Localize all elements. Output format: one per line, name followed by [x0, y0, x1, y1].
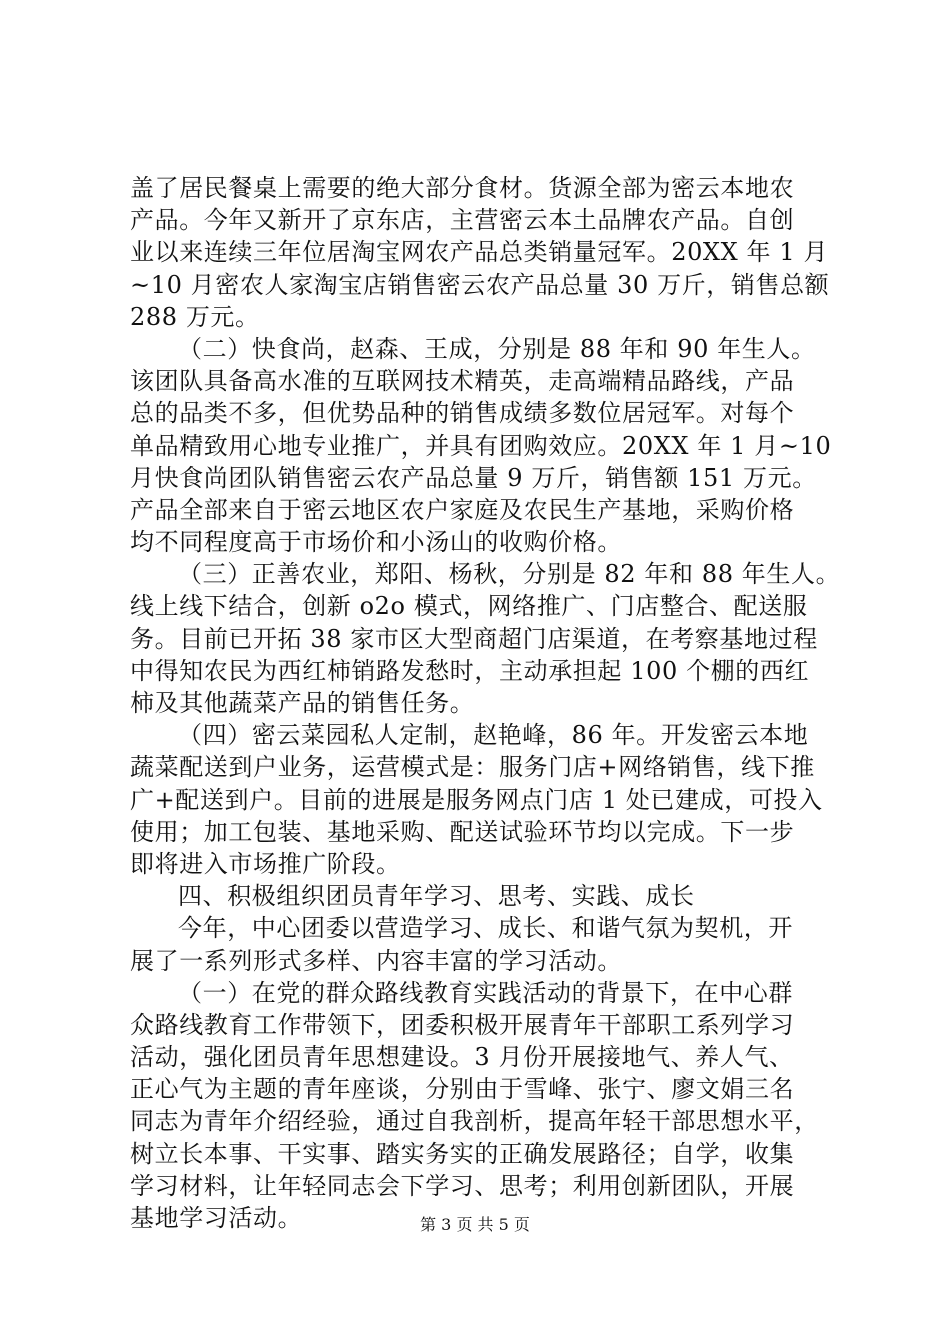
text-line: 盖了居民餐桌上需要的绝大部分食材。货源全部为密云本地农 — [130, 174, 795, 202]
text-line: 正心气为主题的青年座谈，分别由于雪峰、张宁、廖文娟三名 — [130, 1075, 795, 1104]
text-line: 展了一系列形式多样、内容丰富的学习活动。 — [130, 946, 622, 975]
text-line: 该团队具备高水准的互联网技术精英，走高端精品路线，产品 — [130, 367, 795, 396]
text-line: 业以来连续三年位居淘宝网农产品总类销量冠军。20XX 年 1 月 — [130, 238, 829, 267]
text-line: 即将进入市场推广阶段。 — [130, 849, 401, 878]
page-number-footer: 第 3 页 共 5 页 — [420, 1215, 530, 1234]
text-line: 月快食尚团队销售密云农产品总量 9 万斤，销售额 151 万元。 — [130, 463, 817, 492]
text-line: 线上线下结合，创新 o2o 模式，网络推广、门店整合、配送服 — [130, 592, 808, 621]
text-line: 中得知农民为西红柿销路发愁时，主动承担起 100 个棚的西红 — [130, 656, 810, 685]
section-heading: 四、积极组织团员青年学习、思考、实践、成长 — [178, 882, 695, 911]
text-line: 树立长本事、干实事、踏实务实的正确发展路径；自学，收集 — [130, 1139, 795, 1168]
text-line: 基地学习活动。 — [130, 1204, 303, 1232]
text-line: 广+配送到户。目前的进展是服务网点门店 1 处已建成，可投入 — [130, 785, 823, 814]
text-line: 产品。今年又新开了京东店，主营密云本土品牌农产品。自创 — [130, 206, 795, 235]
text-line: ~10 月密农人家淘宝店销售密云农产品总量 30 万斤，销售总额 — [130, 270, 830, 299]
text-line: 产品全部来自于密云地区农户家庭及农民生产基地，采购价格 — [130, 495, 795, 524]
paragraph-start: （三）正善农业，郑阳、杨秋，分别是 82 年和 88 年生人。 — [178, 560, 841, 589]
text-line: 288 万元。 — [130, 302, 260, 331]
text-line: 活动，强化团员青年思想建设。3 月份开展接地气、养人气、 — [130, 1043, 794, 1072]
paragraph-start: 今年，中心团委以营造学习、成长、和谐气氛为契机，开 — [178, 914, 793, 943]
text-line: 学习材料，让年轻同志会下学习、思考；利用创新团队，开展 — [130, 1171, 795, 1200]
paragraph-start: （二）快食尚，赵森、王成，分别是 88 年和 90 年生人。 — [178, 334, 816, 363]
text-line: 同志为青年介绍经验，通过自我剖析，提高年轻干部思想水平， — [130, 1107, 819, 1136]
text-line: 务。目前已开拓 38 家市区大型商超门店渠道，在考察基地过程 — [130, 624, 818, 653]
text-line: 柿及其他蔬菜产品的销售任务。 — [130, 689, 475, 717]
paragraph-start: （四）密云菜园私人定制，赵艳峰，86 年。开发密云本地 — [178, 721, 809, 750]
text-line: 蔬菜配送到户业务，运营模式是：服务门店+网络销售，线下推 — [130, 753, 815, 782]
text-line: 单品精致用心地专业推广，并具有团购效应。20XX 年 1 月~10 — [130, 431, 832, 460]
document-body — [130, 172, 841, 1234]
text-line: 总的品类不多，但优势品种的销售成绩多数位居冠军。对每个 — [130, 399, 795, 428]
text-line: 众路线教育工作带领下，团委积极开展青年干部职工系列学习 — [130, 1010, 795, 1039]
text-line: 使用；加工包装、基地采购、配送试验环节均以完成。下一步 — [130, 817, 795, 846]
paragraph-start: （一）在党的群众路线教育实践活动的背景下，在中心群 — [178, 978, 793, 1007]
text-line: 均不同程度高于市场价和小汤山的收购价格。 — [130, 528, 622, 557]
